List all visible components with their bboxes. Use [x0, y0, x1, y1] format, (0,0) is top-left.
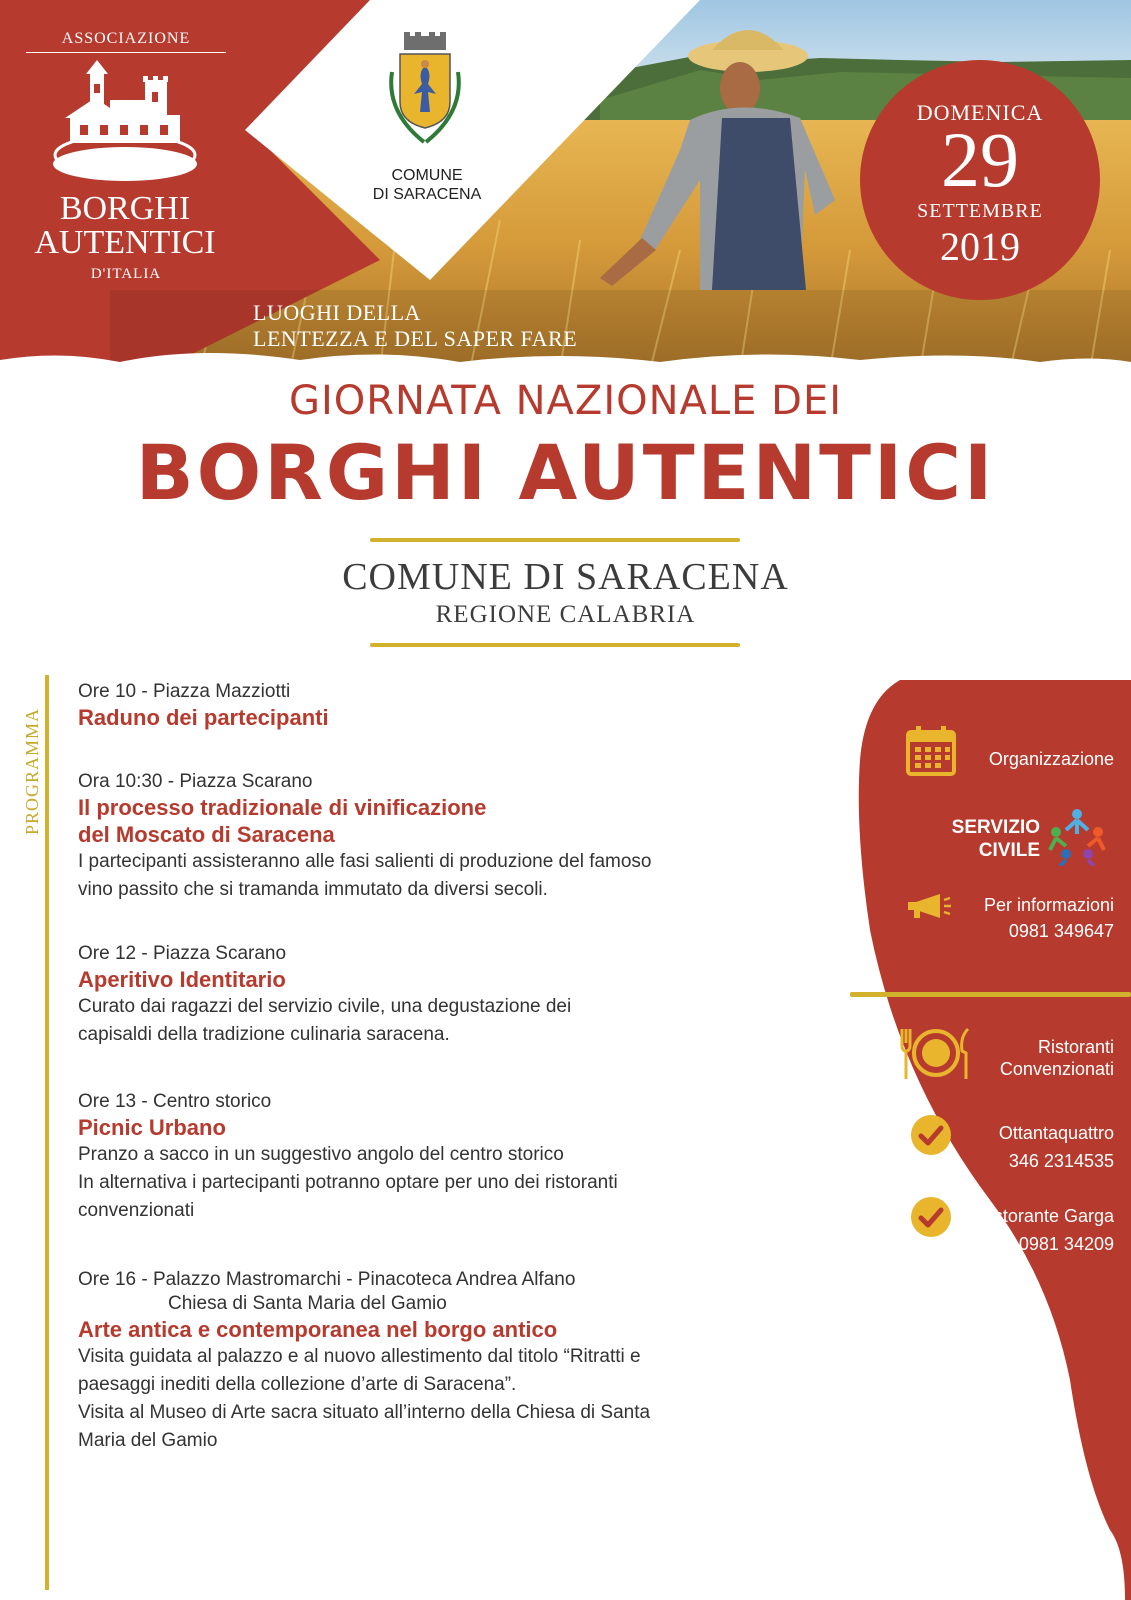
date-year: 2019	[940, 224, 1020, 269]
servizio-civile-line1: SERVIZIO	[951, 817, 1040, 838]
title-divider-top	[370, 538, 740, 542]
servizio-civile-icon	[1046, 806, 1108, 866]
event-desc-line: vino passito che si tramanda immutato da diversi secoli.	[78, 879, 548, 900]
panel-divider	[850, 992, 1131, 997]
comune-label-line2: DI SARACENA	[372, 186, 482, 203]
event-title-line1: Il processo tradizionale di vinificazione	[78, 795, 487, 820]
restaurant-name: Ottantaquattro	[998, 1123, 1114, 1143]
event-desc-line: In alternativa i partecipanti potranno optare per uno dei ristoranti	[78, 1172, 618, 1193]
event-time: Ore 12 - Piazza Scarano	[78, 943, 287, 964]
logo-divider	[26, 52, 226, 53]
event-time: Ore 10 - Piazza Mazziotti	[78, 681, 291, 702]
restaurant-phone: 346 2314535	[1008, 1151, 1114, 1171]
event-description	[78, 1343, 798, 1455]
logo-borghi-word: BORGHI	[59, 190, 191, 227]
program-event	[78, 942, 798, 1049]
event-title-line2: BORGHI AUTENTICI	[135, 428, 996, 517]
event-desc-line: capisaldi della tradizione culinaria saracena.	[78, 1024, 450, 1045]
event-desc-line: Visita guidata al palazzo e al nuovo allestimento dal titolo “Ritratti e	[78, 1346, 641, 1367]
event-title-line1: GIORNATA NAZIONALE DEI	[288, 378, 843, 424]
logo-subtitle: D'ITALIA	[90, 266, 162, 282]
program-event	[78, 1090, 798, 1225]
event-title: Arte antica e contemporanea nel borgo antico	[78, 1317, 558, 1342]
comune-heading: COMUNE DI SARACENA	[342, 556, 789, 598]
program-event	[78, 1268, 798, 1455]
restaurants-heading-line2: Convenzionati	[999, 1059, 1114, 1079]
restaurant-name: Ristorante Garga	[976, 1206, 1114, 1226]
event-desc-line: Visita al Museo di Arte sacra situato all’interno della Chiesa di Santa	[78, 1402, 651, 1423]
event-time: Ore 13 - Centro storico	[78, 1091, 272, 1112]
organization-label: Organizzazione	[988, 749, 1114, 769]
comune-label	[352, 166, 502, 204]
event-title: Picnic Urbano	[78, 1115, 226, 1140]
info-label: Per informazioni	[983, 895, 1114, 915]
logo-autentici-word: AUTENTICI	[34, 224, 216, 261]
servizio-civile-logo-text	[900, 816, 1040, 862]
event-desc-line: convenzionati	[78, 1200, 195, 1221]
program-label: PROGRAMMA	[22, 707, 42, 835]
event-description	[78, 993, 798, 1049]
program-vertical-rule	[45, 675, 49, 1590]
event-time: Ora 10:30 - Piazza Scarano	[78, 771, 313, 792]
info-phone: 0981 349647	[1008, 921, 1114, 941]
servizio-civile-line2: CIVILE	[978, 840, 1040, 861]
calendar-icon	[906, 724, 956, 776]
date-month: SETTEMBRE	[917, 200, 1043, 222]
event-desc-line: Curato dai ragazzi del servizio civile, una degustazione dei	[78, 996, 572, 1017]
event-title: Aperitivo Identitario	[78, 967, 286, 992]
program-event	[78, 680, 798, 731]
event-desc-line: I partecipanti assisteranno alle fasi salienti di produzione del famoso	[78, 851, 652, 872]
program-event	[78, 770, 798, 904]
village-logo-icon	[50, 60, 200, 185]
restaurant-phone: 0981 34209	[1018, 1234, 1114, 1254]
comune-crest-icon	[384, 32, 466, 147]
association-label: ASSOCIAZIONE	[61, 30, 191, 47]
event-desc-line: paesaggi inediti della collezione d’arte di Saracena”.	[78, 1374, 517, 1395]
slogan	[253, 300, 577, 352]
restaurants-heading-line1: Ristoranti	[1037, 1037, 1114, 1057]
region-heading: REGIONE CALABRIA	[435, 601, 696, 628]
title-divider-bottom	[370, 643, 740, 647]
date-day: 29	[941, 116, 1019, 203]
event-description	[78, 1141, 798, 1225]
event-title-line2: del Moscato di Saracena	[78, 822, 335, 847]
slogan-line1: LUOGHI DELLA	[253, 300, 421, 325]
comune-label-line1: COMUNE	[391, 167, 463, 184]
logo-title	[10, 192, 240, 260]
date-weekday: DOMENICA	[916, 100, 1044, 125]
event-description	[78, 848, 798, 904]
event-time-line2: Chiesa di Santa Maria del Gamio	[168, 1293, 447, 1314]
slogan-line2: LENTEZZA E DEL SAPER FARE	[253, 326, 578, 351]
event-time: Ore 16 - Palazzo Mastromarchi - Pinacoteca Andrea Alfano	[78, 1269, 576, 1290]
event-desc-line: Pranzo a sacco in un suggestivo angolo del centro storico	[78, 1144, 564, 1165]
event-desc-line: Maria del Gamio	[78, 1430, 218, 1451]
event-title: Raduno dei partecipanti	[78, 705, 329, 730]
restaurants-heading	[960, 1036, 1114, 1080]
